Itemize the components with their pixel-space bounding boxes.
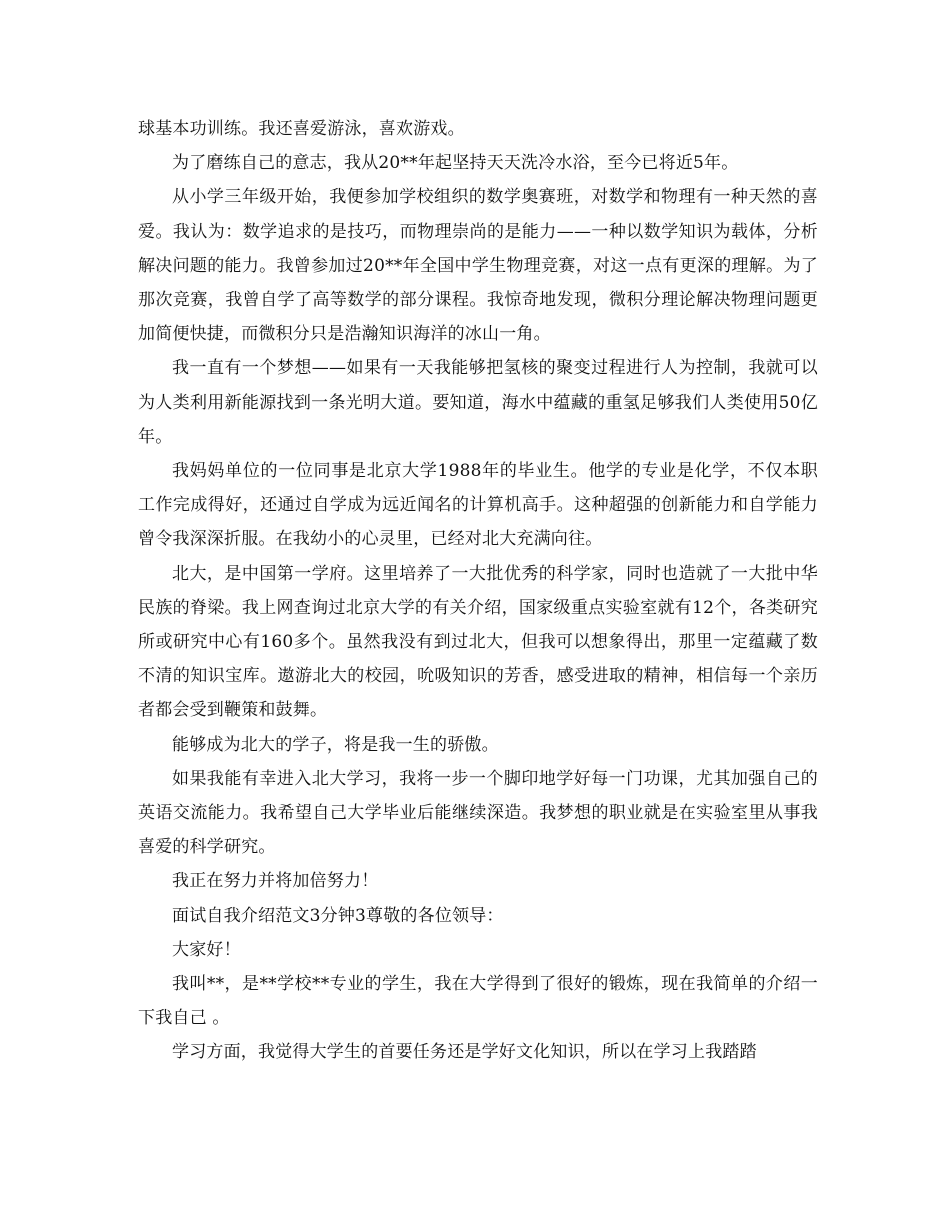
paragraph: 球基本功训练。我还喜爱游泳，喜欢游戏。 (138, 119, 465, 139)
paragraph: 我一直有一个梦想——如果有一天我能够把氢核的聚变过程进行人为控制，我就可以为人类利用新能源找到一条光明大道。要知道，海水中蕴藏的重氢足够我们人类使用50亿年。 (138, 358, 818, 447)
paragraph: 如果我能有幸进入北大学习，我将一步一个脚印地学好每一门功课，尤其加强自己的英语交流能力。我希望自己大学毕业后能继续深造。我梦想的职业就是在实验室里从事我喜爱的科学研究。 (138, 768, 818, 858)
body-text (138, 112, 818, 1070)
paragraph: 学习方面，我觉得大学生的首要任务还是学好文化知识，所以在学习上我踏踏 (172, 1042, 757, 1063)
paragraph: 面试自我介绍范文3分钟3尊敬的各位领导： (172, 905, 504, 926)
paragraph: 能够成为北大的学子，将是我一生的骄傲。 (172, 734, 499, 755)
paragraph: 我正在努力并将加倍努力！ (172, 871, 379, 892)
paragraph: 我妈妈单位的一位同事是北京大学1988年的毕业生。他学的专业是化学，不仅本职工作完成得好，还通过自学成为远近闻名的计算机高手。这种超强的创新能力和自学能力曾令我深深折服。在我幼小的心灵里，已经对北大充满向往。 (138, 461, 818, 550)
paragraph: 大家好！ (172, 939, 241, 960)
paragraph: 为了磨练自己的意志，我从20**年起坚持天天洗冷水浴，至今已将近5年。 (172, 153, 739, 174)
paragraph: 我叫**，是**学校**专业的学生，我在大学得到了很好的锻炼，现在我简单的介绍一下我自己 。 (138, 974, 818, 1029)
paragraph: 北大，是中国第一学府。这里培养了一大批优秀的科学家，同时也造就了一大批中华民族的脊梁。我上网查询过北京大学的有关介绍，国家级重点实验室就有12个，各类研究所或研究中心有160多个。虽然我没有到过北大，但我可以想象得出，那里一定蕴藏了数不清的知识宝库。遨游北大的校园，吮吸知识的芳香，感受进取的精神，相信每一个亲历者都会受到鞭策和鼓舞。 (138, 563, 818, 721)
paragraph: 从小学三年级开始，我便参加学校组织的数学奥赛班，对数学和物理有一种天然的喜爱。我认为：数学追求的是技巧，而物理崇尚的是能力——一种以数学知识为载体，分析解决问题的能力。我曾参加过20**年全国中学生物理竞赛，对这一点有更深的理解。为了那次竞赛，我曾自学了高等数学的部分课程。我惊奇地发现，微积分理论解决物理问题更加简便快捷，而微积分只是浩瀚知识海洋的冰山一角。 (138, 187, 818, 345)
